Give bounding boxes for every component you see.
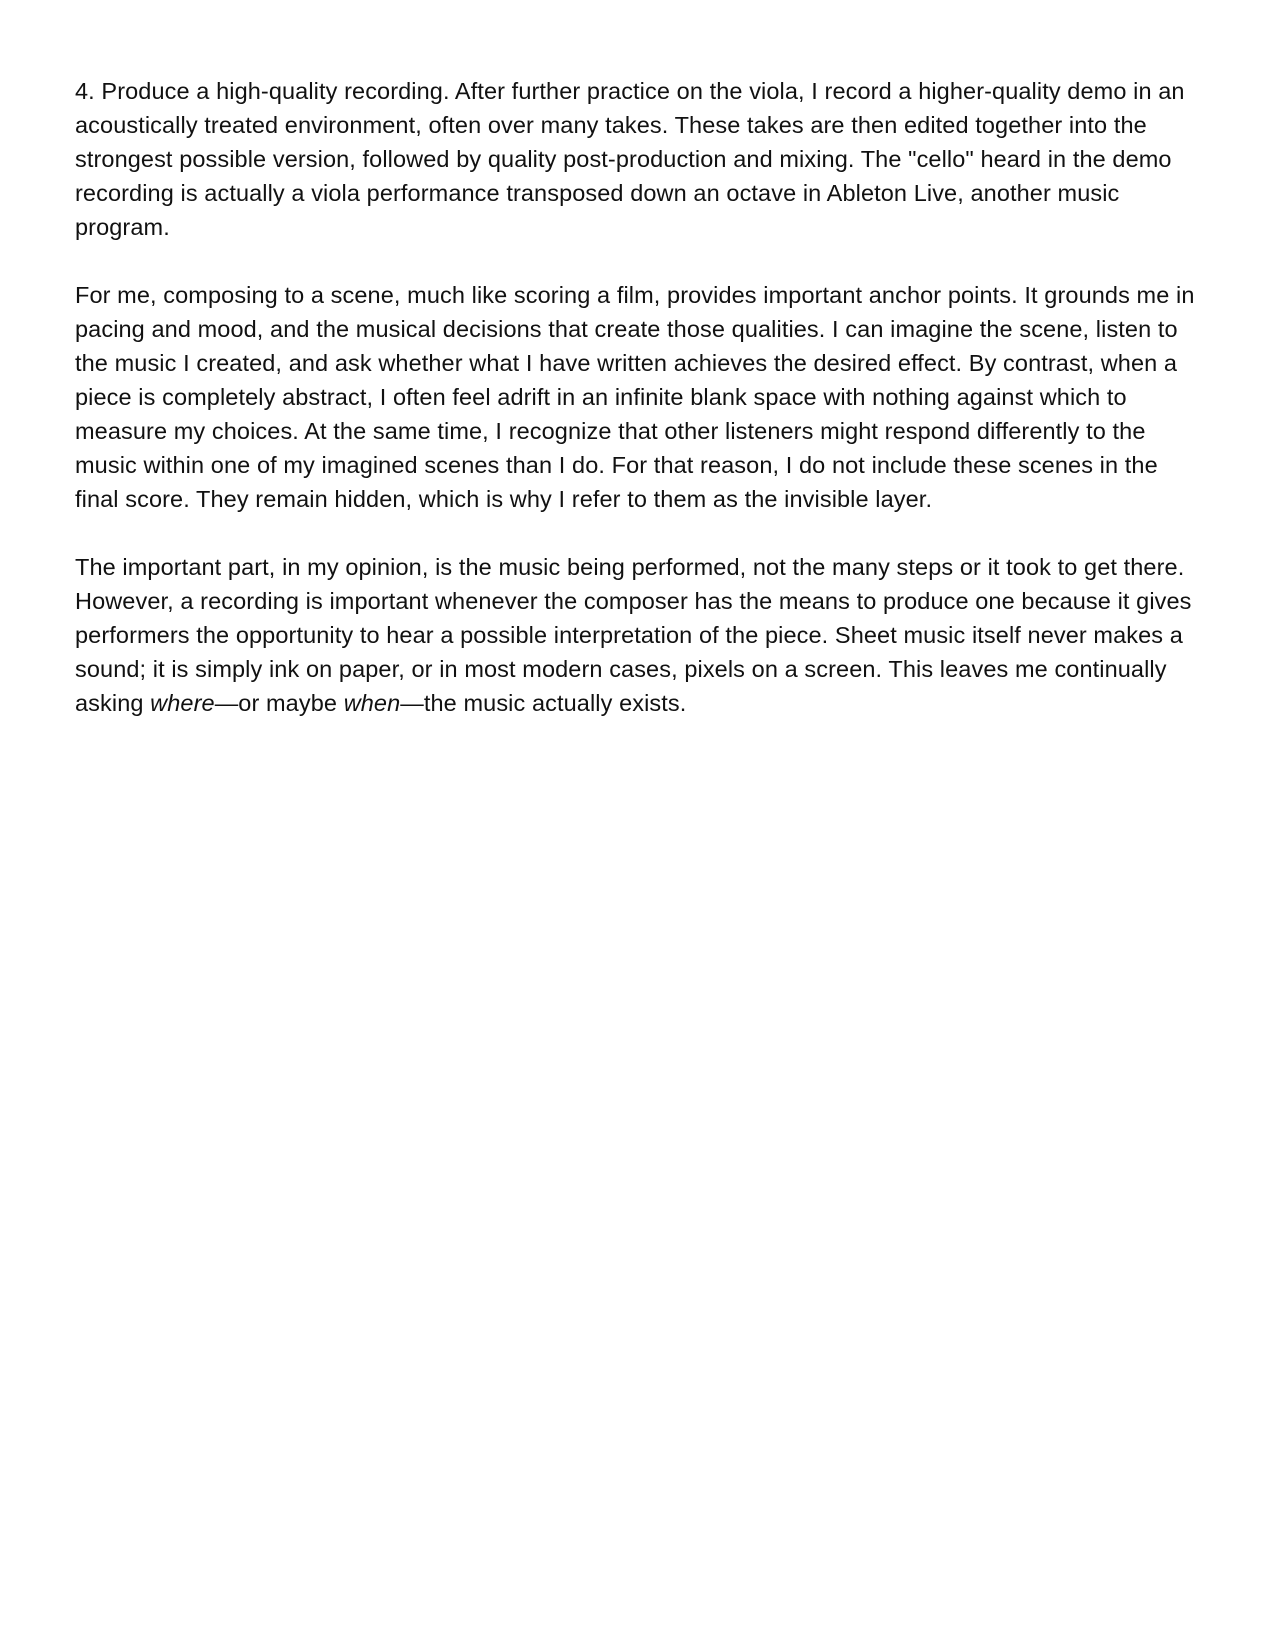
emphasis-where: where [150,690,215,716]
paragraph-text-segment: —or maybe [214,690,344,716]
paragraph-text-segment: —the music actually exists. [400,690,687,716]
paragraph-music-existence [75,550,1205,720]
paragraph-recording-step: 4. Produce a high-quality recording. After further practice on the viola, I record a higher-quality demo in an acoustically treated environment, often over many takes. These takes are then edited together into the strongest possible version, followed by quality post-production and mixing. The "cello" heard in the demo recording is actually a viola performance transposed down an octave in Ableton Live, another music program. [75,78,1185,240]
paragraph-composing-to-scene: For me, composing to a scene, much like scoring a film, provides important anchor points. It grounds me in pacing and mood, and the musical decisions that create those qualities. I can imagine the scene, listen to the music I created, and ask whether what I have written achieves the desired effect. By contrast, when a piece is completely abstract, I often feel adrift in an infinite blank space with nothing against which to measure my choices. At the same time, I recognize that other listeners might respond differently to the music within one of my imagined scenes than I do. For that reason, I do not include these scenes in the final score. They remain hidden, which is why I refer to them as the invisible layer. [75,282,1195,512]
paragraph-text-segment: The important part, in my opinion, is the music being performed, not the many steps or it took to get there. However, a recording is important whenever the composer has the means to produce one because it gives performers the opportunity to hear a possible interpretation of the piece. Sheet music itself never makes a sound; it is simply ink on paper, or in most modern cases, pixels on a screen. This leaves me continually asking [75,554,1192,716]
document-page [75,74,1205,754]
emphasis-when: when [343,690,401,716]
